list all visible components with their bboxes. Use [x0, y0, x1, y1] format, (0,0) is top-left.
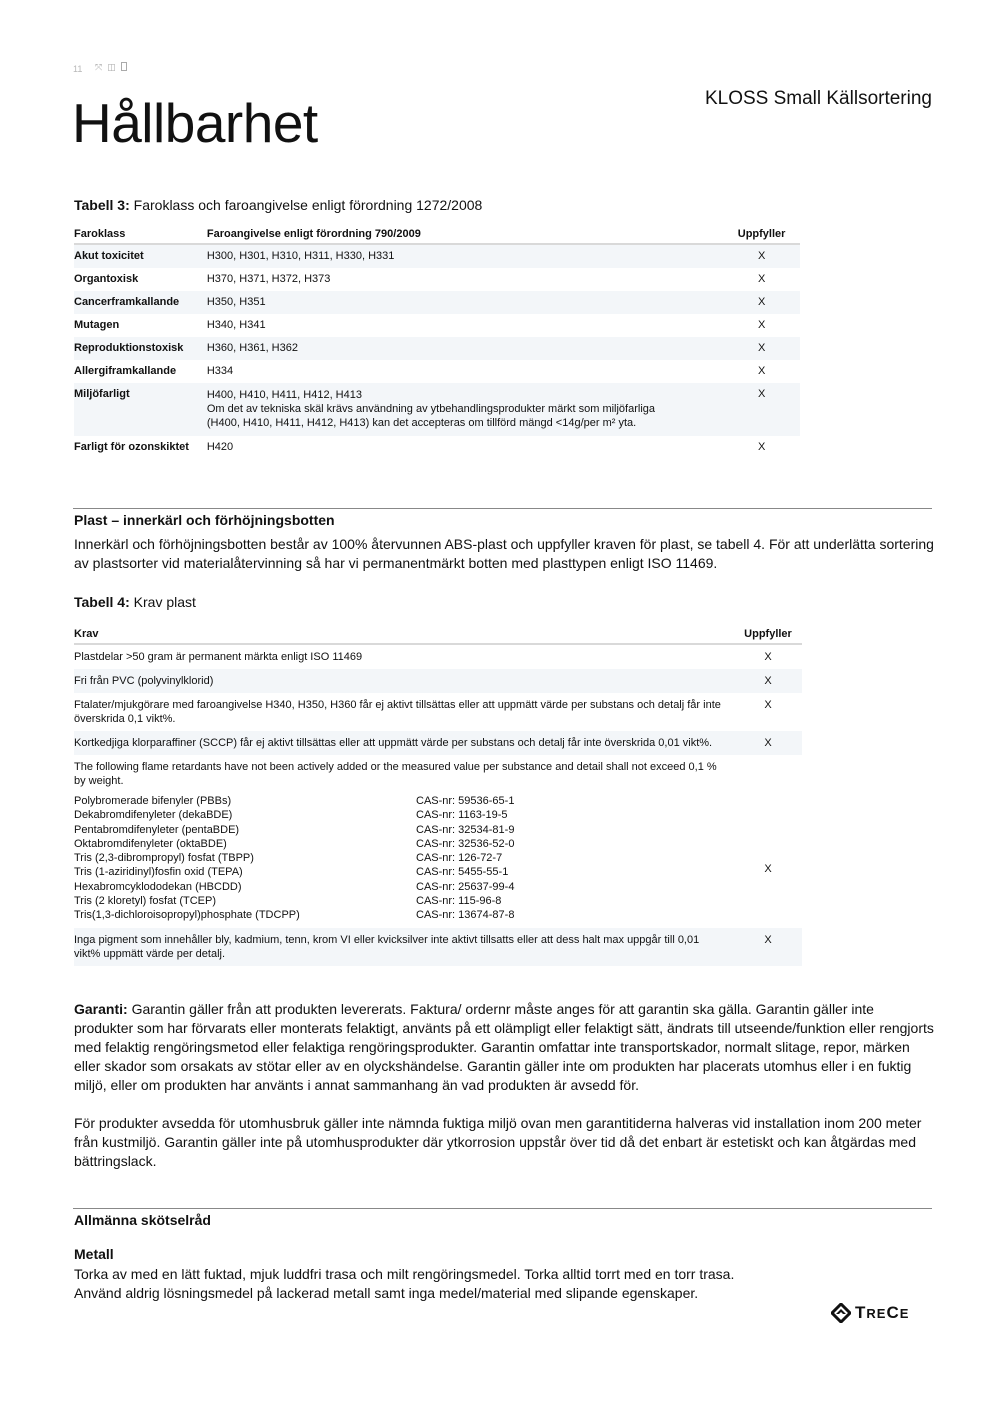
krav-cell: Ftalater/mjukgörare med faroangivelse H340, H350, H360 får ej aktivt tillsättas eller att uppmätt värde per substans och detalj får inte överskrida 0,1 vikt%. [74, 699, 721, 725]
faroklass-cell: Cancerframkallande [74, 296, 180, 308]
uppfyller-cell: X [757, 365, 766, 377]
flame-name: Tris (2 kloretyl) fosfat (TCEP) [74, 895, 216, 908]
krav-cell: Fri från PVC (polyvinylklorid) [74, 675, 214, 687]
garanti-label: Garanti: [74, 1001, 128, 1017]
uppfyller-cell: X [757, 319, 766, 331]
faroangivelse-cell [207, 383, 723, 436]
uppfyller-cell: X [757, 296, 766, 308]
expand-icon[interactable]: ⤧ [95, 62, 103, 72]
table-row [74, 337, 800, 360]
table-row [74, 928, 802, 966]
cas-number: CAS-nr: 1163-19-5 [416, 809, 508, 822]
flame-name: Pentabromdifenyleter (pentaBDE) [74, 823, 240, 836]
col-header-krav: Krav [74, 628, 734, 644]
metall-heading: Metall [74, 1246, 114, 1262]
faroangivelse-note: Om det av tekniska skäl krävs användning av ytbehandlingsprodukter märkt som miljöfarliga [206, 403, 656, 415]
cas-number: CAS-nr: 59536-65-1 [416, 795, 515, 807]
plastic-requirements-table [74, 628, 802, 966]
faroklass-cell: Miljöfarligt [74, 388, 130, 400]
krav-cell: Kortkedjiga klorparaffiner (SCCP) får ej aktivt tillsättas eller att uppmätt värde per substans och detalj får inte överskrida 0,01 vikt%. [74, 737, 713, 749]
table-row [74, 244, 800, 268]
uppfyller-cell: X [764, 651, 772, 663]
page-icon[interactable] [121, 62, 127, 71]
trece-logo [831, 1303, 909, 1323]
table-header-row [74, 228, 800, 244]
flame-name: Tris (1-aziridinyl)fosfin oxid (TEPA) [74, 866, 243, 879]
uppfyller-cell: X [764, 862, 772, 875]
faroangivelse-cell: H420 [206, 441, 234, 453]
metall-line-2: Använd aldrig lösningsmedel på lackerad metall samt inga medel/material med slipande egenskaper. [74, 1285, 699, 1301]
table-header-row [74, 628, 802, 644]
page-number: 11 [73, 64, 83, 74]
table-row [74, 436, 800, 459]
faroklass-cell: Mutagen [74, 319, 120, 331]
faroklass-cell: Akut toxicitet [74, 250, 144, 262]
table-row [74, 314, 800, 337]
logo-letter: C [886, 1303, 900, 1322]
faroangivelse-cell: H340, H341 [206, 319, 266, 331]
col-header-uppfyller: Uppfyller [723, 228, 800, 244]
trece-logo-text [855, 1303, 909, 1323]
plast-heading: Plast – innerkärl och förhöjningsbotten [74, 512, 335, 528]
section-divider [73, 1208, 932, 1209]
table3-caption-text: Faroklass och faroangivelse enligt förordning 1272/2008 [129, 197, 483, 213]
flame-name: Tris(1,3-dichloroisopropyl)phosphate (TDCPP) [74, 909, 300, 922]
flame-name: Oktabromdifenyleter (oktaBDE) [74, 837, 227, 850]
metall-line-1: Torka av med en lätt fuktad, mjuk luddfri trasa och milt rengöringsmedel. Torka alltid torrt med en torr trasa. [74, 1266, 735, 1282]
table4-caption-label: Tabell 4: [74, 594, 130, 610]
col-header-faroangivelse: Faroangivelse enligt förordning 790/2009 [207, 228, 723, 244]
table-row [74, 268, 800, 291]
cas-number: CAS-nr: 115-96-8 [416, 895, 502, 908]
faroangivelse-cell: H350, H351 [206, 296, 266, 308]
table-row [74, 644, 802, 669]
krav-cell [74, 755, 734, 928]
section-divider [73, 508, 932, 509]
uppfyller-cell: X [757, 273, 766, 285]
uppfyller-cell: X [757, 388, 766, 400]
table-row [74, 669, 802, 693]
garanti-text-outdoor: För produkter avsedda för utomhusbruk gäller inte nämnda fuktiga miljö ovan men garantitiderna halveras vid installation inom 200 meter från kustmiljö. Garantin gäller inte på utomhusprodukter där ytkorrosion uppstår över tid då det enbart är estetiskt och kan åtgärdas med bättringslack. [74, 1115, 922, 1169]
flame-names [74, 794, 416, 923]
uppfyller-cell: X [757, 250, 766, 262]
table-row [74, 731, 802, 755]
faroklass-cell: Reproduktionstoxisk [74, 342, 184, 354]
skotsel-heading: Allmänna skötselråd [74, 1212, 211, 1228]
flame-cas-numbers [416, 794, 514, 923]
faroangivelse-cell: H300, H301, H310, H311, H330, H331 [206, 250, 395, 262]
col-header-faroklass: Faroklass [74, 228, 207, 244]
flame-name: Polybromerade bifenyler (PBBs) [74, 795, 232, 807]
krav-cell: Plastdelar >50 gram är permanent märkta enligt ISO 11469 [74, 651, 363, 663]
flame-retardant-list [74, 794, 724, 923]
uppfyller-cell: X [764, 933, 772, 946]
product-name: KLOSS Small Källsortering [704, 88, 932, 109]
garanti-text [74, 1000, 934, 1095]
table-row-flame-retardants [74, 755, 802, 928]
trece-logo-icon [831, 1303, 851, 1323]
table-row [74, 360, 800, 383]
faroangivelse-cell: H360, H361, H362 [206, 342, 298, 354]
logo-letters: RE [866, 1306, 887, 1321]
hazard-table [74, 228, 800, 459]
faroangivelse-cell: H334 [206, 365, 234, 377]
uppfyller-cell: X [757, 441, 766, 453]
faroklass-cell: Organtoxisk [74, 273, 139, 285]
flame-name: Hexabromcyklododekan (HBCDD) [74, 880, 242, 893]
faroklass-cell: Allergiframkallande [74, 365, 177, 377]
uppfyller-cell: X [764, 699, 772, 711]
viewer-toolbar [95, 62, 127, 73]
cas-number: CAS-nr: 32534-81-9 [416, 823, 515, 836]
table3-caption [74, 197, 482, 213]
faroangivelse-cell: H370, H371, H372, H373 [206, 273, 331, 285]
page-title: Hållbarhet [72, 92, 318, 154]
krav-cell: Inga pigment som innehåller bly, kadmium, tenn, krom VI eller kvicksilver inte aktivt tillsatts eller att dess halt max uppgår till 0,01 vikt% uppmätt värde per detalj. [74, 933, 700, 960]
table-row [74, 383, 800, 436]
cas-number: CAS-nr: 32536-52-0 [416, 837, 515, 850]
garanti-body: Garantin gäller från att produkten levererats. Faktura/ ordernr måste anges för att garantin ska gälla. Garantin gäller inte produkter som har förvarats eller monterats felaktigt, använts på ett olämpligt eller felaktigt sätt, ändrats till utseende/funktion eller rengjorts med felaktig rengöringsmetod eller felaktiga rengöringsprodukter. Garantin omfattar inte transportskador, normalt slitage, repor, märken eller skador som orsakats av stötar eller av en olyckshändelse. Garantin gäller inte om produkten har placerats utomhus eller i en fuktig miljö, eller om produkten har använts i annat sammanhang än vad produkten är avsedd för. [74, 1001, 934, 1093]
cas-number: CAS-nr: 5455-55-1 [416, 866, 509, 879]
flame-name: Dekabromdifenyleter (dekaBDE) [74, 809, 233, 822]
table4-caption-text: Krav plast [129, 594, 196, 610]
uppfyller-cell: X [757, 342, 766, 354]
flame-intro: The following flame retardants have not been actively added or the measured value per substance and detail shall not exceed 0,1 % by weight. [74, 761, 717, 787]
plast-text: Innerkärl och förhöjningsbotten består av 100% återvunnen ABS-plast och uppfyller kraven för plast, se tabell 4. För att underlätta sortering av plastsorter vid materialåtervinning så har vi permanentmärkt botten med plasttypen enligt ISO 11469. [74, 536, 934, 571]
faroangivelse-codes: H400, H410, H411, H412, H413 [206, 389, 362, 401]
uppfyller-cell: X [764, 675, 772, 687]
book-icon[interactable]: ◫ [107, 62, 116, 72]
table-row [74, 693, 802, 731]
logo-letter: E [899, 1306, 910, 1321]
flame-name: Tris (2,3-dibrompropyl) fosfat (TBPP) [74, 852, 254, 865]
table-row [74, 291, 800, 314]
table4-caption [74, 594, 196, 610]
cas-number: CAS-nr: 13674-87-8 [416, 909, 515, 922]
logo-letter: T [855, 1303, 867, 1322]
faroangivelse-note: (H400, H410, H411, H412, H413) kan det accepteras om tillförd mängd <14g/per m² yta. [206, 417, 637, 429]
col-header-uppfyller: Uppfyller [734, 628, 802, 644]
cas-number: CAS-nr: 25637-99-4 [416, 880, 515, 893]
faroklass-cell: Farligt för ozonskiktet [74, 441, 189, 453]
cas-number: CAS-nr: 126-72-7 [416, 852, 503, 865]
table3-caption-label: Tabell 3: [74, 197, 130, 213]
uppfyller-cell: X [764, 737, 772, 749]
